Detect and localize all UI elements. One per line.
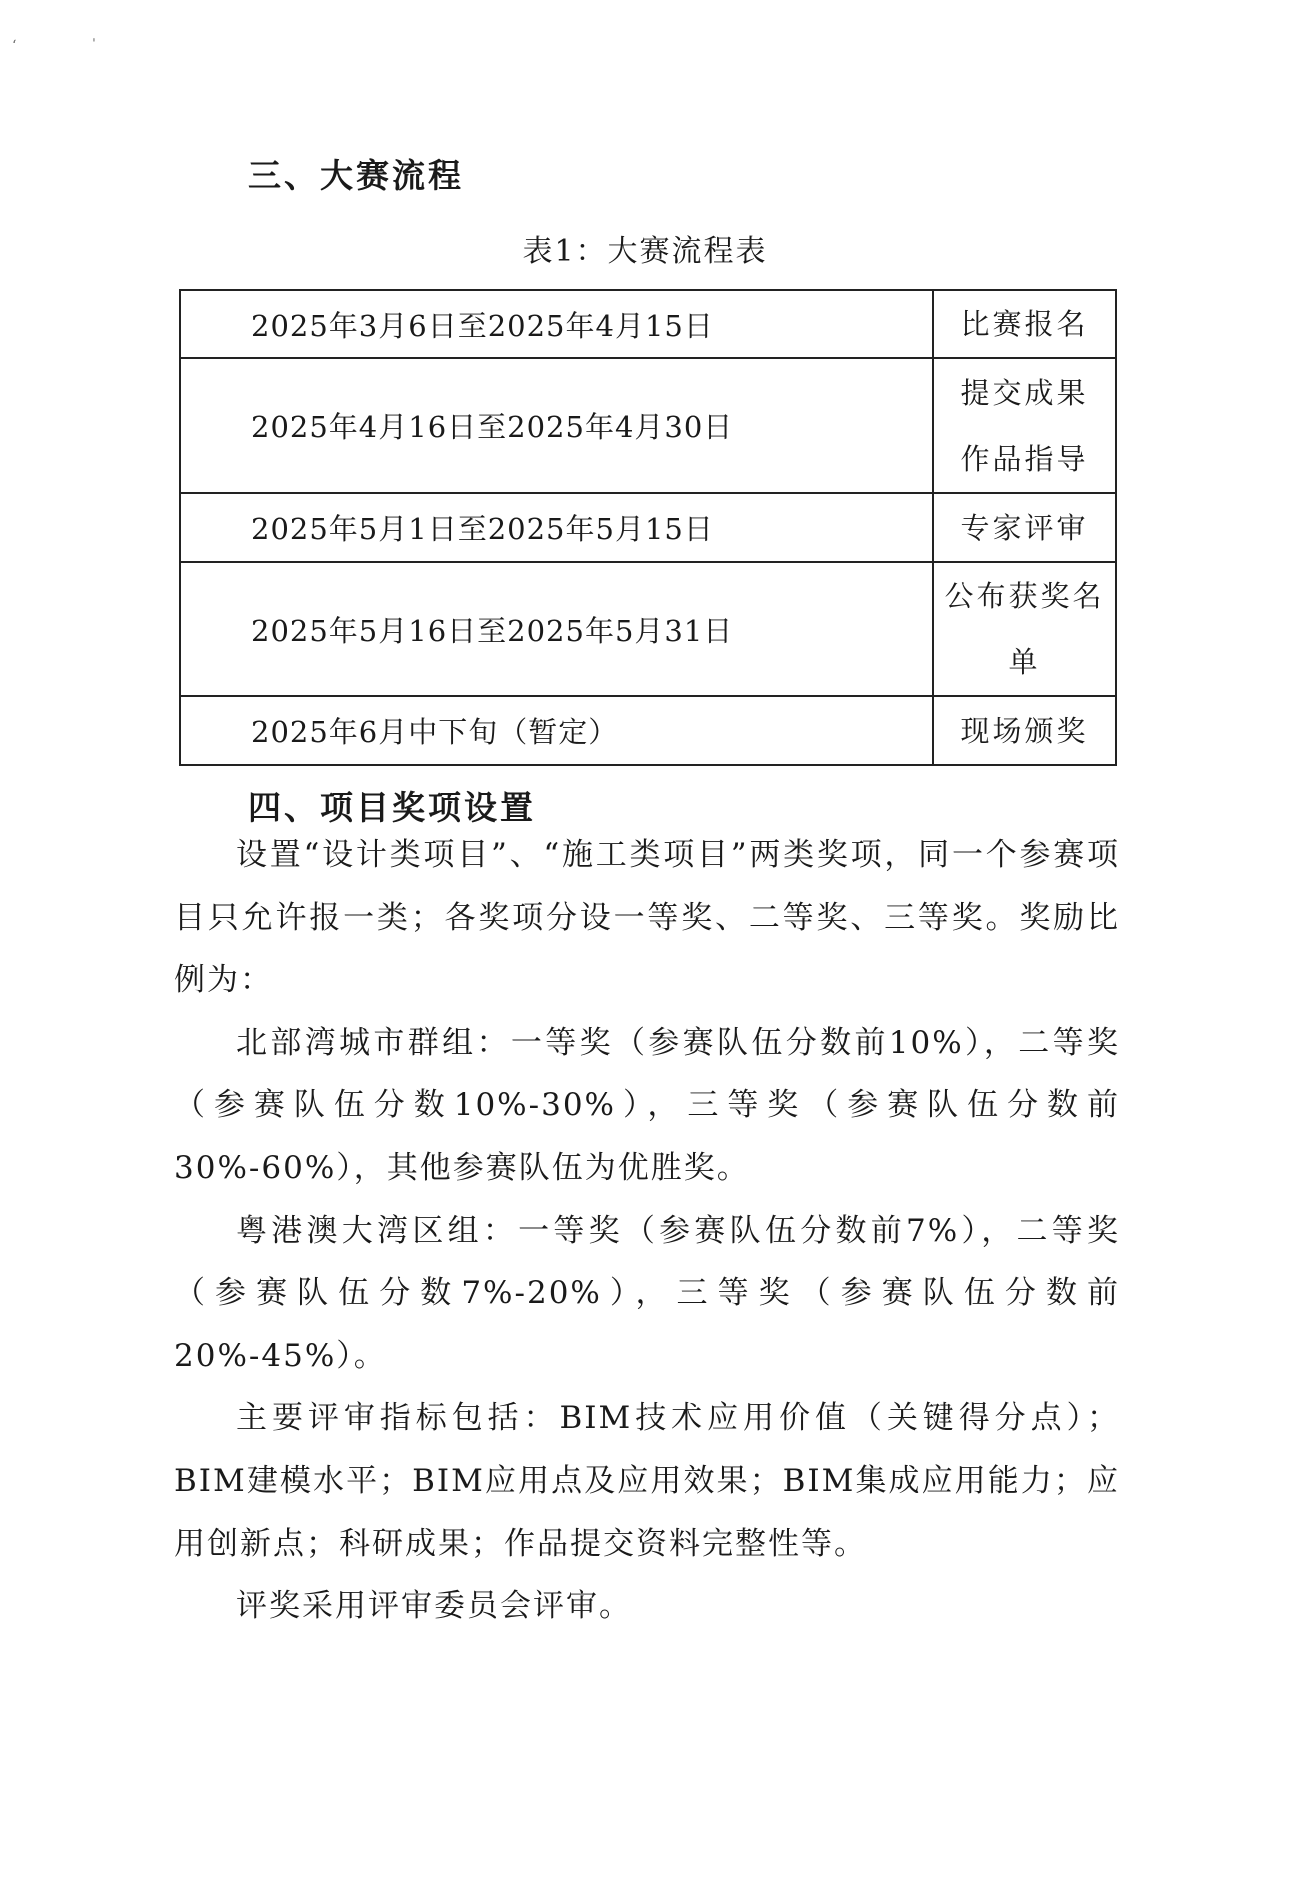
stage-label: 公布获奖名单 [944,579,1105,679]
table-row [180,696,1116,765]
table-row [180,493,1116,562]
date-cell: 2025年5月1日至2025年5月15日 [180,493,933,562]
section-4-heading: 四、项目奖项设置 [248,788,536,827]
table-row [180,290,1116,358]
table-row [180,562,1116,696]
stage-cell [933,562,1116,696]
scan-mark: ˌ [92,28,96,44]
table-row [180,358,1116,493]
paragraph: 主要评审指标包括：BIM技术应用价值（关键得分点）；BIM建模水平；BIM应用点及应用效果；BIM集成应用能力；应用创新点；科研成果；作品提交资料完整性等。 [174,1400,1120,1562]
paragraph: 粤港澳大湾区组：一等奖（参赛队伍分数前7%），二等奖（参赛队伍分数7%-20%），三等奖（参赛队伍分数前20%-45%）。 [174,1212,1120,1374]
schedule-table [179,289,1117,766]
date-cell: 2025年3月6日至2025年4月15日 [180,290,933,358]
paragraph: 设置“设计类项目”、“施工类项目”两类奖项，同一个参赛项目只允许报一类；各奖项分设一等奖、二等奖、三等奖。奖励比例为： [174,837,1120,999]
section-3-heading: 三、大赛流程 [248,156,464,195]
stage-label: 作品指导 [960,441,1089,476]
stage-cell [933,493,1116,562]
stage-cell [933,358,1116,493]
section-4-body [174,824,1120,1638]
scan-mark: ‘ [12,38,17,54]
stage-cell [933,290,1116,358]
stage-label: 专家评审 [960,510,1089,545]
stage-label: 现场颁奖 [960,713,1089,748]
paragraph: 评奖采用评审委员会评审。 [236,1588,632,1625]
date-cell: 2025年4月16日至2025年4月30日 [180,358,933,493]
date-cell: 2025年5月16日至2025年5月31日 [180,562,933,696]
table-caption: 表1：大赛流程表 [522,234,768,269]
date-cell: 2025年6月中下旬（暂定） [180,696,933,765]
paragraph: 北部湾城市群组：一等奖（参赛队伍分数前10%），二等奖（参赛队伍分数10%-30%），三等奖（参赛队伍分数前30%-60%），其他参赛队伍为优胜奖。 [174,1024,1120,1186]
stage-cell [933,696,1116,765]
stage-label: 提交成果 [960,375,1089,410]
stage-label: 比赛报名 [960,307,1089,341]
